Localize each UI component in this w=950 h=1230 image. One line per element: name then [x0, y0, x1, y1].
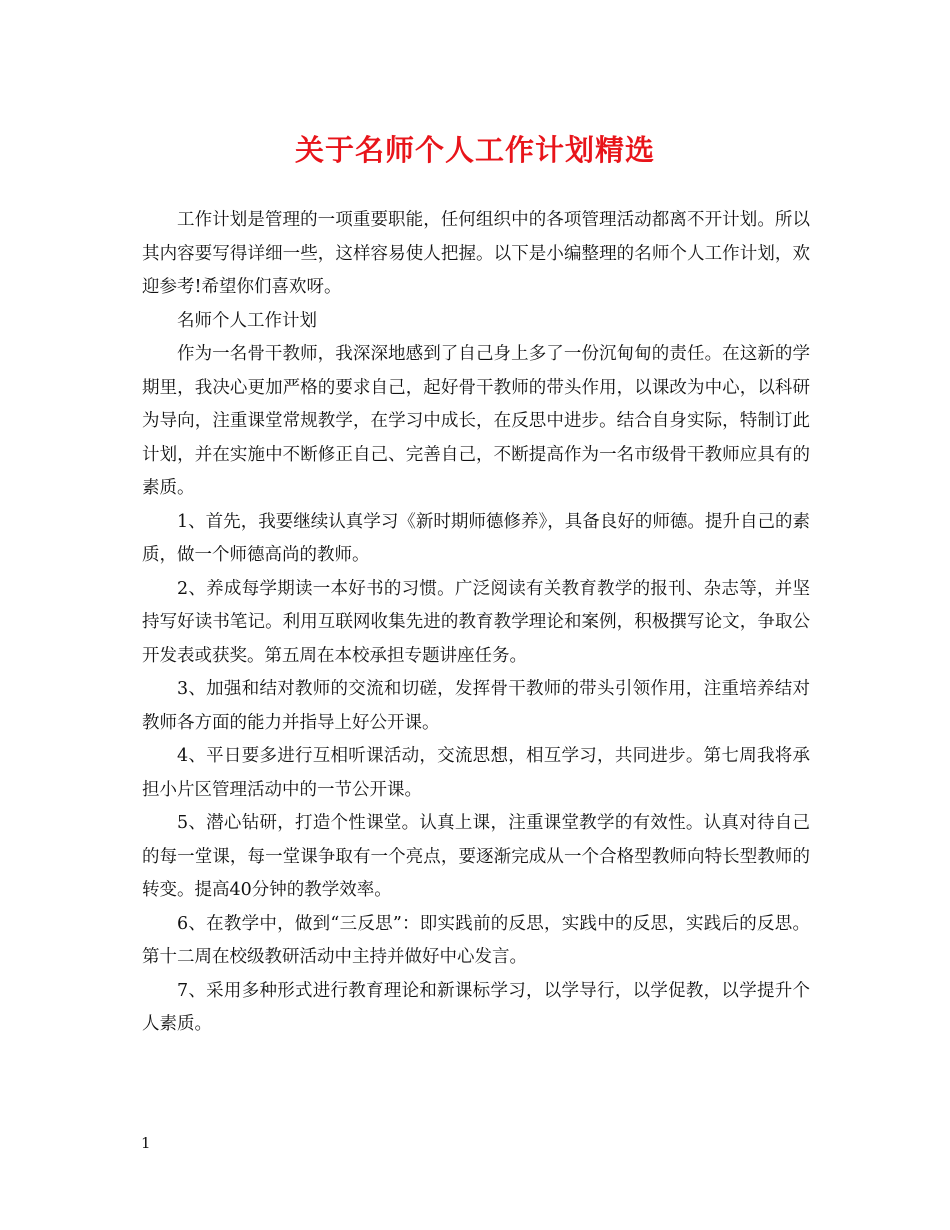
paragraph-item-2: 2、养成每学期读一本好书的习惯。广泛阅读有关教育教学的报刊、杂志等，并坚持写好读书笔记。利用互联网收集先进的教育教学理论和案例，积极撰写论文，争取公开发表或获奖。第五周在本校承担专题讲座任务。: [142, 578, 810, 666]
paragraph-item-6: 6、在教学中，做到“三反思”：即实践前的反思，实践中的反思，实践后的反思。第十二周在校级教研活动中主持并做好中心发言。: [142, 913, 810, 967]
paragraph-item-3: 3、加强和结对教师的交流和切磋，发挥骨干教师的带头引领作用，注重培养结对教师各方面的能力并指导上好公开课。: [142, 679, 810, 733]
paragraph-item-5: 5、潜心钻研，打造个性课堂。认真上课，注重课堂教学的有效性。认真对待自己的每一堂课，每一堂课争取有一个亮点，要逐渐完成从一个合格型教师向特长型教师的转变。提高40分钟的教学效率。: [142, 813, 810, 900]
paragraph-intro: 工作计划是管理的一项重要职能，任何组织中的各项管理活动都离不开计划。所以其内容要写得详细一些，这样容易使人把握。以下是小编整理的名师个人工作计划，欢迎参考!希望你们喜欢呀。: [142, 210, 810, 297]
paragraph-item-4: 4、平日要多进行互相听课活动，交流思想，相互学习，共同进步。第七周我将承担小片区管理活动中的一节公开课。: [142, 746, 810, 800]
document-title: 关于名师个人工作计划精选: [294, 133, 655, 167]
paragraph-preface: 作为一名骨干教师，我深深地感到了自己身上多了一份沉甸甸的责任。在这新的学期里，我决心更加严格的要求自己，起好骨干教师的带头作用，以课改为中心，以科研为导向，注重课堂常规教学，在学习中成长，在反思中进步。结合自身实际，特制订此计划，并在实施中不断修正自己、完善自己，不断提高作为一名市级骨干教师应具有的素质。: [142, 344, 810, 498]
paragraph-item-7: 7、采用多种形式进行教育理论和新课标学习，以学导行，以学促教，以学提升个人素质。: [142, 980, 810, 1034]
section-heading: 名师个人工作计划: [177, 310, 317, 331]
page-number: 1: [141, 1134, 151, 1152]
paragraph-item-1: 1、首先，我要继续认真学习《新时期师德修养》，具备良好的师德。提升自己的素质，做一个师德高尚的教师。: [142, 511, 810, 565]
document-body: [142, 204, 810, 1042]
